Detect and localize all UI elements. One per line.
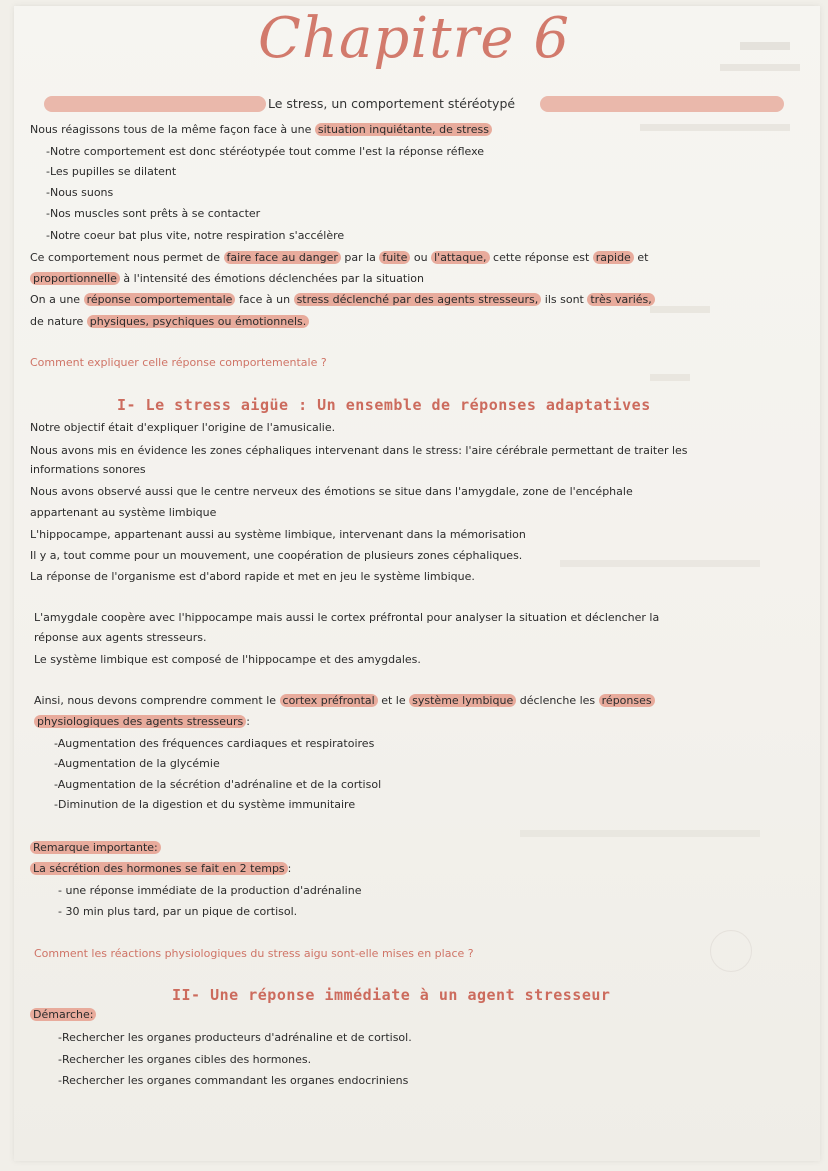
highlight: faire face au danger bbox=[224, 251, 341, 264]
list-item: -Rechercher les organes commandant les organes endocriniens bbox=[58, 1074, 409, 1087]
question: Comment les réactions physiologiques du stress aigu sont-elle mises en place ? bbox=[34, 947, 474, 960]
list-item: -Augmentation de la glycémie bbox=[54, 757, 220, 770]
highlight: stress déclenché par des agents stresseurs, bbox=[294, 293, 542, 306]
section-1-heading: I- Le stress aigüe : Un ensemble de réponses adaptatives bbox=[117, 396, 651, 414]
paragraph-line: Notre objectif était d'expliquer l'origine de l'amusicalie. bbox=[30, 421, 336, 434]
highlight: proportionnelle bbox=[30, 272, 120, 285]
highlight: fuite bbox=[379, 251, 410, 264]
page-title: Chapitre 6 bbox=[258, 6, 570, 71]
list-item: -Nos muscles sont prêts à se contacter bbox=[46, 207, 261, 220]
list-item: -Rechercher les organes producteurs d'adrénaline et de cortisol. bbox=[58, 1031, 412, 1044]
highlight: physiques, psychiques ou émotionnels. bbox=[87, 315, 309, 328]
highlight: Remarque importante: bbox=[30, 841, 161, 854]
list-item: -Notre coeur bat plus vite, notre respiration s'accélère bbox=[46, 229, 345, 242]
paragraph-line: L'hippocampe, appartenant aussi au système limbique, intervenant dans la mémorisation bbox=[30, 528, 526, 541]
list-item: -Notre comportement est donc stéréotypée tout comme l'est la réponse réflexe bbox=[46, 145, 485, 158]
subtitle-rule-right bbox=[540, 96, 784, 112]
list-item: -Augmentation de la sécrétion d'adrénaline et de la cortisol bbox=[54, 778, 382, 791]
paragraph-line: Nous avons observé aussi que le centre nerveux des émotions se situe dans l'amygdale, zone de l'encéphale bbox=[30, 485, 633, 498]
highlight: situation inquiétante, de stress bbox=[315, 123, 492, 136]
highlight: très variés, bbox=[587, 293, 654, 306]
highlight: rapide bbox=[593, 251, 634, 264]
question: Comment expliquer celle réponse comportementale ? bbox=[30, 356, 327, 369]
list-item: -Diminution de la digestion et du système immunitaire bbox=[54, 798, 356, 811]
remark-label bbox=[30, 840, 161, 856]
paragraph-line: Il y a, tout comme pour un mouvement, une coopération de plusieurs zones céphaliques. bbox=[30, 549, 523, 562]
ainsi-line-1: Ainsi, nous devons comprendre comment le cortex préfrontal et le système lymbique déclenche les réponses bbox=[34, 693, 655, 709]
subtitle: Le stress, un comportement stéréotypé bbox=[268, 96, 516, 111]
highlight: l'attaque, bbox=[431, 251, 489, 264]
paragraph-line: La réponse de l'organisme est d'abord rapide et met en jeu le système limbique. bbox=[30, 570, 475, 583]
intro-paragraph-2: Ce comportement nous permet de faire face au danger par la fuite ou l'attaque, cette réponse est rapide et bbox=[30, 251, 649, 264]
intro-paragraph-5: de nature physiques, psychiques ou émotionnels. bbox=[30, 314, 309, 330]
highlight: réponses bbox=[599, 694, 655, 707]
highlight: cortex préfrontal bbox=[280, 694, 378, 707]
intro-paragraph-3: proportionnelle à l'intensité des émotions déclenchées par la situation bbox=[30, 271, 424, 287]
list-item: - une réponse immédiate de la production d'adrénaline bbox=[58, 884, 362, 897]
paragraph-line: Nous avons mis en évidence les zones céphaliques intervenant dans le stress: l'aire cérébrale permettant de traiter les bbox=[30, 444, 688, 457]
remark-line: La sécrétion des hormones se fait en 2 temps : bbox=[30, 861, 291, 877]
subtitle-rule-left bbox=[44, 96, 266, 112]
list-item: -Augmentation des fréquences cardiaques et respiratoires bbox=[54, 737, 375, 750]
paragraph-line: appartenant au système limbique bbox=[30, 506, 217, 519]
highlight: Démarche: bbox=[30, 1008, 96, 1021]
paragraph-line: informations sonores bbox=[30, 463, 146, 476]
highlight: La sécrétion des hormones se fait en 2 temps bbox=[30, 862, 288, 875]
paragraph-line: L'amygdale coopère avec l'hippocampe mais aussi le cortex préfrontal pour analyser la situation et déclencher la bbox=[34, 611, 660, 624]
highlight: physiologiques des agents stresseurs bbox=[34, 715, 246, 728]
paragraph-line: réponse aux agents stresseurs. bbox=[34, 631, 207, 644]
list-item: - 30 min plus tard, par un pique de cortisol. bbox=[58, 905, 298, 918]
highlight: système lymbique bbox=[409, 694, 516, 707]
list-item: -Nous suons bbox=[46, 186, 114, 199]
highlight: réponse comportementale bbox=[84, 293, 236, 306]
list-item: -Les pupilles se dilatent bbox=[46, 165, 177, 178]
demarche-label bbox=[30, 1007, 96, 1023]
list-item: -Rechercher les organes cibles des hormones. bbox=[58, 1053, 312, 1066]
intro-paragraph-4: On a une réponse comportementale face à un stress déclenché par des agents stresseurs, ils sont très variés, bbox=[30, 292, 655, 308]
section-2-heading: II- Une réponse immédiate à un agent stresseur bbox=[172, 986, 611, 1004]
intro-line-1: Nous réagissons tous de la même façon face à une situation inquiétante, de stress bbox=[30, 122, 492, 138]
paragraph-line: Le système limbique est composé de l'hippocampe et des amygdales. bbox=[34, 653, 421, 666]
ainsi-line-2: physiologiques des agents stresseurs : bbox=[34, 714, 250, 730]
